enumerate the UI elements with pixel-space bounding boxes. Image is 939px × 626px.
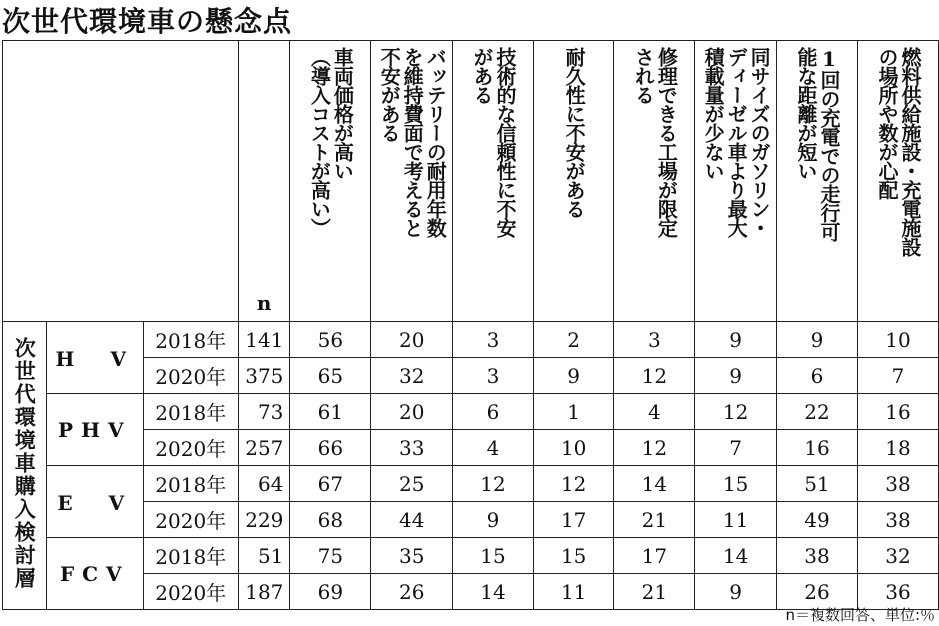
n-cell: 64	[238, 466, 290, 502]
value-cell: 12	[614, 358, 695, 394]
table-row	[3, 430, 939, 466]
value-cell: 3	[614, 322, 695, 358]
value-cell: 9	[695, 322, 777, 358]
col-header-label: 技術的な信頼性に不安 がある	[470, 47, 517, 237]
value-cell: 51	[776, 466, 857, 502]
value-cell: 4	[453, 430, 534, 466]
value-cell: 3	[453, 322, 534, 358]
n-cell: 141	[238, 322, 290, 358]
value-cell: 20	[371, 394, 453, 430]
col-header-label: 修理できる工場が限定 される	[631, 47, 679, 237]
value-cell: 14	[453, 574, 534, 610]
col-header-label: 同サイズのガソリン・ ディーゼル車より最大 積載量が少ない	[701, 47, 772, 237]
value-cell: 38	[857, 502, 938, 538]
value-cell: 7	[857, 358, 938, 394]
value-cell: 1	[533, 394, 613, 430]
col-header-label: 1回の充電での走行可 能な距離が短い	[793, 47, 841, 241]
vehicle-type-label: FCV	[46, 538, 143, 610]
page-title: 次世代環境車の懸念点	[2, 5, 293, 38]
value-cell: 21	[614, 502, 695, 538]
col-header	[857, 41, 938, 322]
value-cell: 14	[695, 538, 777, 574]
col-header-label: バッテリーの耐用年数 を維持費面で考えると 不安がある	[377, 47, 448, 237]
value-cell: 2	[533, 322, 613, 358]
value-cell: 56	[290, 322, 371, 358]
value-cell: 32	[857, 538, 938, 574]
n-cell: 73	[238, 394, 290, 430]
value-cell: 49	[776, 502, 857, 538]
value-cell: 10	[857, 322, 938, 358]
value-cell: 20	[371, 322, 453, 358]
value-cell: 16	[857, 394, 938, 430]
year-cell: 2020年	[143, 358, 238, 394]
table-row	[3, 394, 939, 430]
concerns-table	[2, 40, 939, 610]
value-cell: 61	[290, 394, 371, 430]
value-cell: 68	[290, 502, 371, 538]
value-cell: 9	[776, 322, 857, 358]
value-cell: 7	[695, 430, 777, 466]
n-header: n	[238, 41, 290, 322]
col-header	[776, 41, 857, 322]
value-cell: 75	[290, 538, 371, 574]
n-cell: 51	[238, 538, 290, 574]
value-cell: 6	[776, 358, 857, 394]
col-header-label: 車両価格が高い （導入コストが高い）	[307, 47, 355, 237]
value-cell: 67	[290, 466, 371, 502]
value-cell: 9	[533, 358, 613, 394]
value-cell: 12	[695, 394, 777, 430]
vehicle-type-label: PHV	[46, 394, 143, 466]
table-row	[3, 358, 939, 394]
col-header	[695, 41, 777, 322]
value-cell: 18	[857, 430, 938, 466]
n-cell: 187	[238, 574, 290, 610]
value-cell: 12	[453, 466, 534, 502]
value-cell: 35	[371, 538, 453, 574]
value-cell: 15	[533, 538, 613, 574]
col-header-label: 燃料供給施設・充電施設 の場所や数が心配	[874, 47, 922, 256]
year-cell: 2018年	[143, 322, 238, 358]
value-cell: 44	[371, 502, 453, 538]
value-cell: 33	[371, 430, 453, 466]
value-cell: 14	[614, 466, 695, 502]
year-cell: 2020年	[143, 430, 238, 466]
n-cell: 375	[238, 358, 290, 394]
value-cell: 26	[776, 574, 857, 610]
col-header	[533, 41, 613, 322]
col-header	[290, 41, 371, 322]
n-cell: 229	[238, 502, 290, 538]
value-cell: 4	[614, 394, 695, 430]
table-row	[3, 322, 939, 358]
value-cell: 6	[453, 394, 534, 430]
value-cell: 12	[614, 430, 695, 466]
corner-cell	[3, 41, 239, 322]
vehicle-type-label: E V	[46, 466, 143, 538]
value-cell: 32	[371, 358, 453, 394]
col-header	[453, 41, 534, 322]
header-row	[3, 41, 939, 322]
value-cell: 38	[857, 466, 938, 502]
value-cell: 22	[776, 394, 857, 430]
year-cell: 2018年	[143, 538, 238, 574]
side-label: 次世代環境車購入検討層	[12, 337, 38, 590]
value-cell: 25	[371, 466, 453, 502]
col-header	[614, 41, 695, 322]
year-cell: 2020年	[143, 574, 238, 610]
n-cell: 257	[238, 430, 290, 466]
value-cell: 21	[614, 574, 695, 610]
table-row	[3, 502, 939, 538]
value-cell: 15	[453, 538, 534, 574]
value-cell: 9	[695, 358, 777, 394]
footnote: n＝複数回答、単位:％	[785, 606, 935, 624]
year-cell: 2018年	[143, 394, 238, 430]
value-cell: 12	[533, 466, 613, 502]
value-cell: 38	[776, 538, 857, 574]
value-cell: 17	[533, 502, 613, 538]
value-cell: 15	[695, 466, 777, 502]
value-cell: 66	[290, 430, 371, 466]
year-cell: 2020年	[143, 502, 238, 538]
vehicle-type-label: H V	[46, 322, 143, 394]
year-cell: 2018年	[143, 466, 238, 502]
table-row	[3, 466, 939, 502]
table-body	[3, 322, 939, 610]
side-label-cell	[3, 322, 47, 610]
value-cell: 36	[857, 574, 938, 610]
col-header-label: 耐久性に不安がある	[562, 47, 587, 218]
value-cell: 3	[453, 358, 534, 394]
value-cell: 16	[776, 430, 857, 466]
col-header	[371, 41, 453, 322]
value-cell: 11	[533, 574, 613, 610]
value-cell: 10	[533, 430, 613, 466]
value-cell: 26	[371, 574, 453, 610]
value-cell: 17	[614, 538, 695, 574]
value-cell: 69	[290, 574, 371, 610]
value-cell: 9	[695, 574, 777, 610]
value-cell: 65	[290, 358, 371, 394]
value-cell: 11	[695, 502, 777, 538]
value-cell: 9	[453, 502, 534, 538]
table-row	[3, 538, 939, 574]
